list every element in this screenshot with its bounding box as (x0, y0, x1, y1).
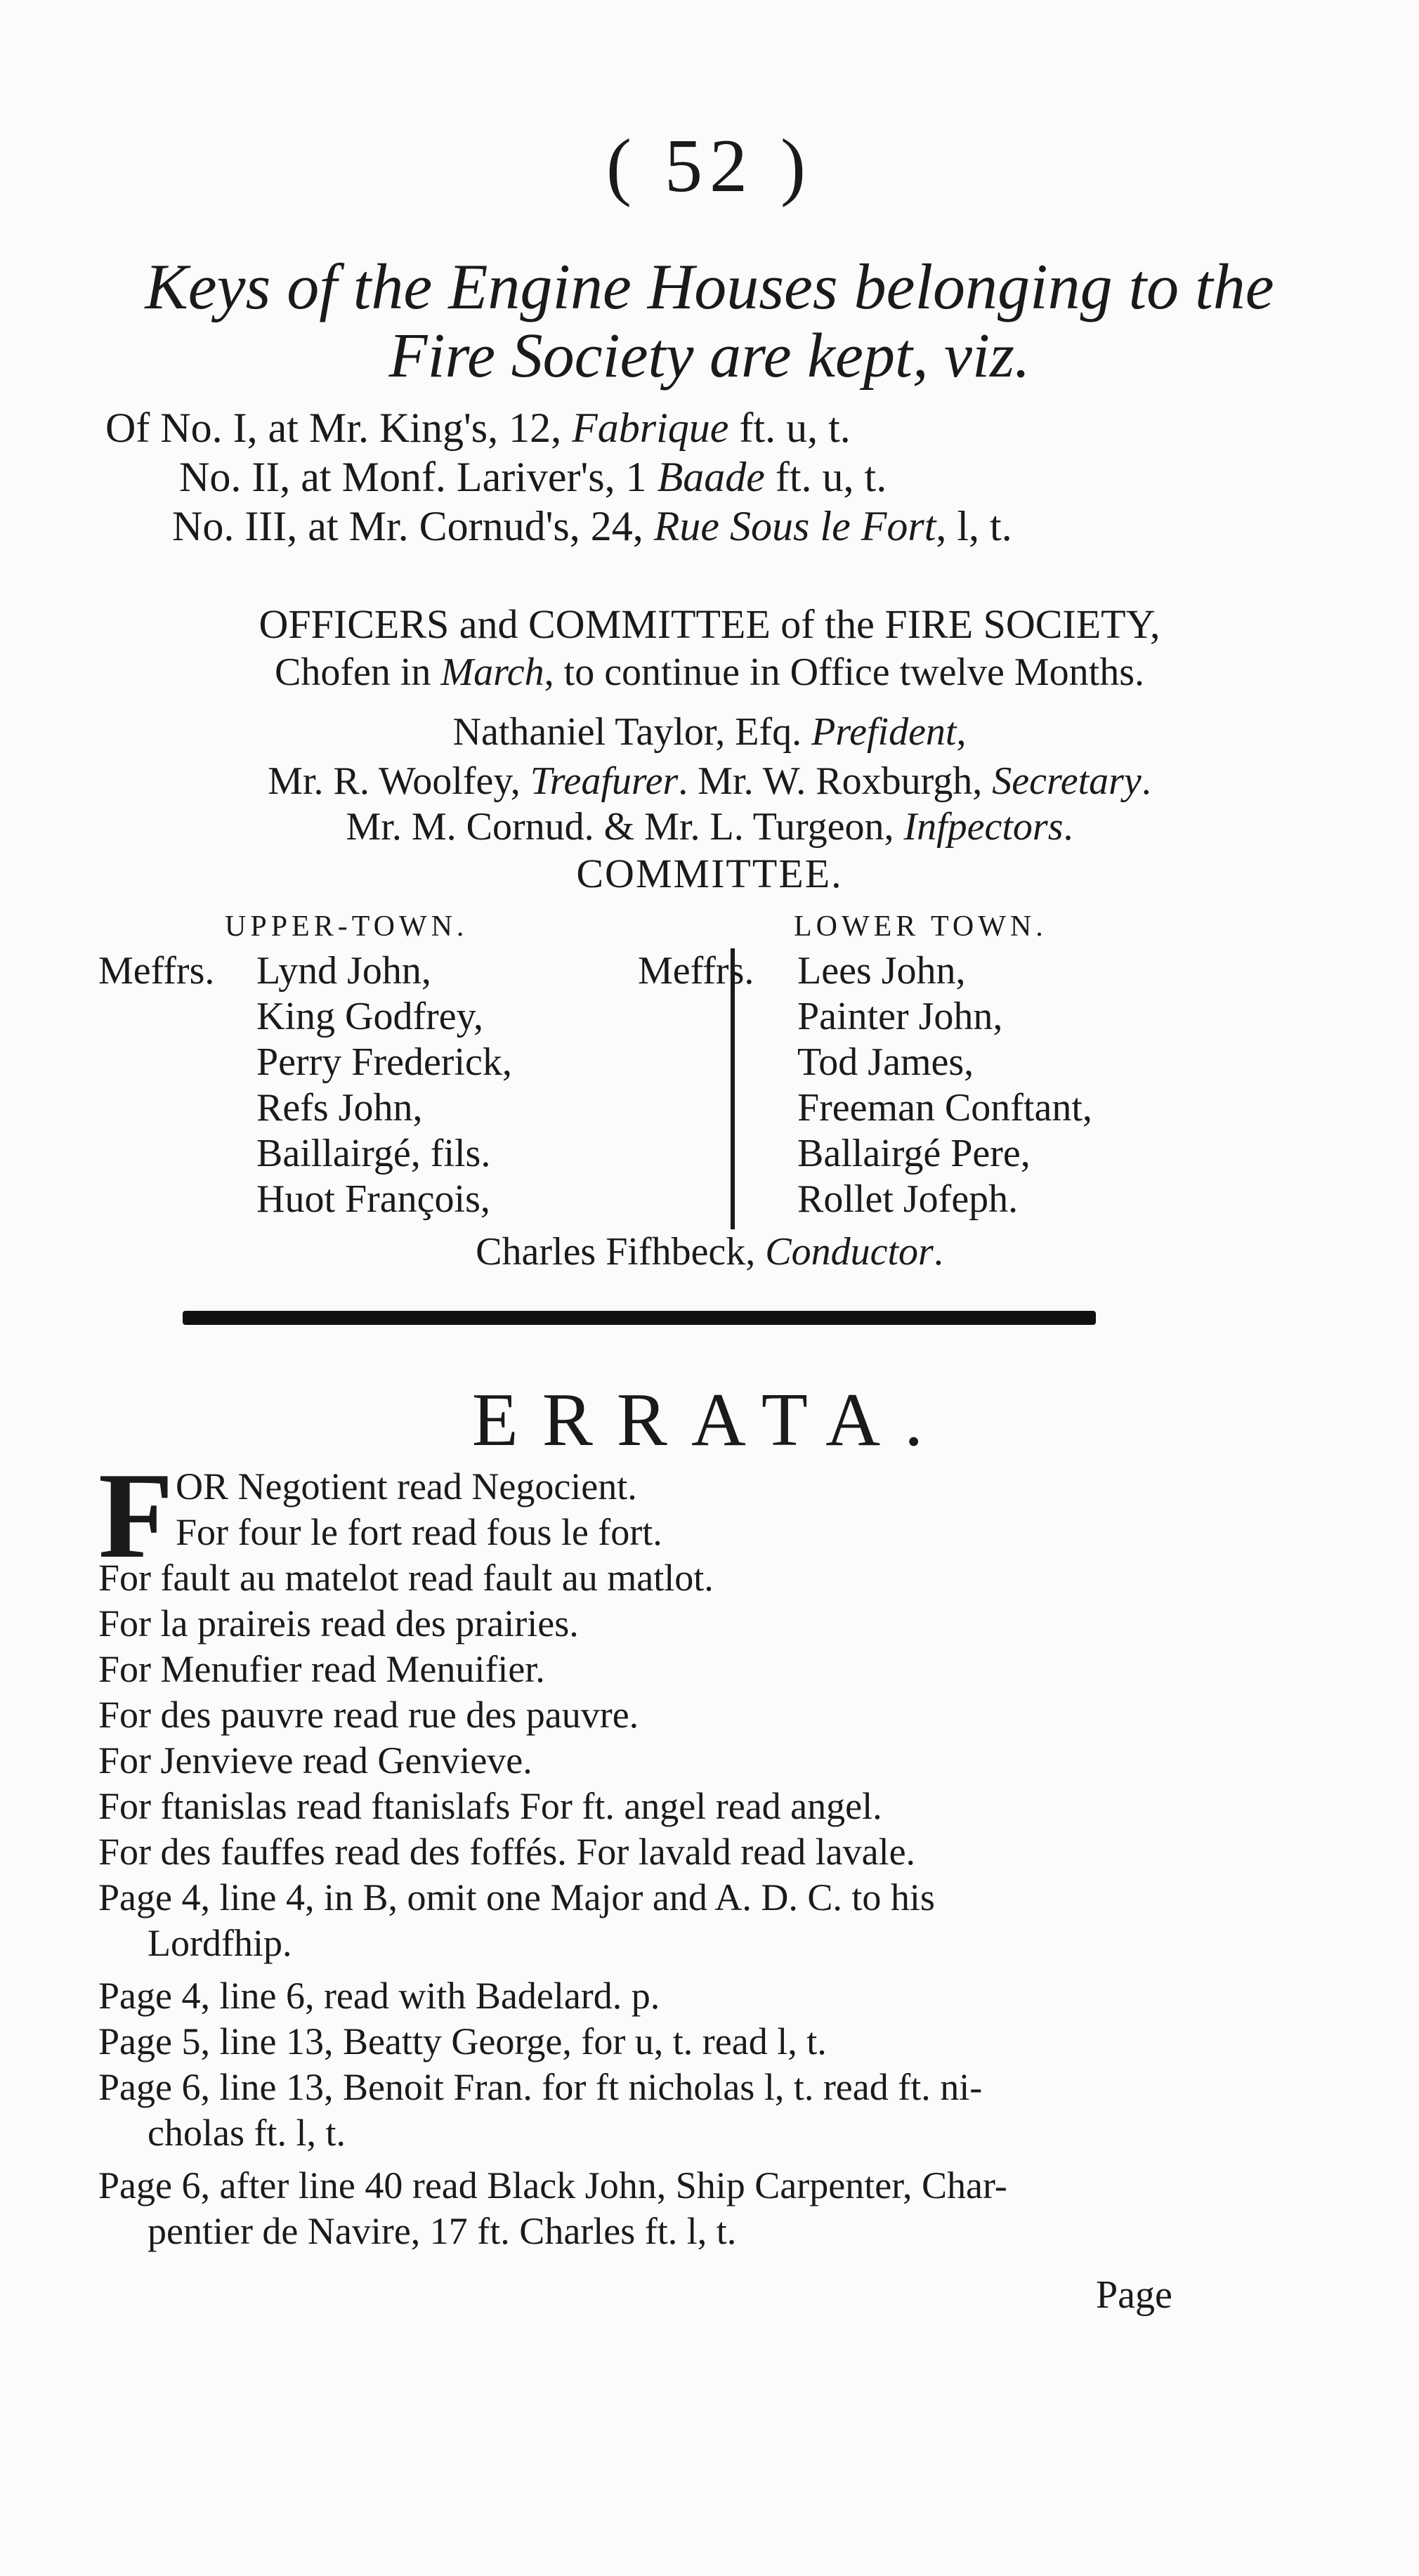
title-line-1: Keys of the Engine Houses belonging to the (145, 251, 1274, 322)
lower-member: Painter John, (797, 995, 1003, 1038)
lower-member: Tod James, (797, 1040, 974, 1084)
title-line-2: Fire Society are kept, viz. (388, 321, 1031, 391)
key-entry-2: No. II, at Monf. Lariver's, 1 Baade ft. u, t. (179, 454, 887, 500)
drop-cap: F (98, 1447, 174, 1583)
lower-member: Rollet Jofeph. (797, 1177, 1019, 1221)
upper-town-label: UPPER-TOWN. (225, 910, 469, 943)
erratum-line: OR Negotient read Negocient. (176, 1465, 637, 1508)
erratum-line: cholas ft. l, t. (148, 2112, 346, 2154)
catchword: Page (1096, 2273, 1172, 2317)
committee-heading: COMMITTEE. (576, 851, 843, 896)
president-line: Nathaniel Taylor, Efq. Prefident, (452, 710, 967, 754)
lower-member: Lees John, (797, 949, 966, 993)
officers-subheading: Chofen in March, to continue in Office twelve Months. (275, 650, 1144, 694)
erratum-line: pentier de Navire, 17 ft. Charles ft. l, t. (148, 2210, 737, 2252)
erratum-line: For Menufier read Menuifier. (98, 1648, 545, 1690)
erratum-line: For des fauffes read des foffés. For lavald read lavale. (98, 1831, 916, 1873)
upper-member: Refs John, (256, 1086, 423, 1130)
key-entry-3: No. III, at Mr. Cornud's, 24, Rue Sous le Fort, l, t. (172, 503, 1012, 549)
decorative-rule (183, 1311, 1096, 1325)
upper-messrs: Meffrs. (98, 949, 215, 993)
lower-town-label: LOWER TOWN. (794, 910, 1047, 943)
erratum-line: For des pauvre read rue des pauvre. (98, 1694, 639, 1736)
upper-member: Baillairgé, fils. (256, 1132, 491, 1175)
erratum-line: For Jenvieve read Genvieve. (98, 1739, 532, 1781)
erratum-line: Page 6, line 13, Benoit Fran. for ft nicholas l, t. read ft. ni- (98, 2066, 983, 2108)
key-entry-1: Of No. I, at Mr. King's, 12, Fabrique ft. u, t. (105, 405, 851, 451)
lower-member: Freeman Conftant, (797, 1086, 1092, 1130)
erratum-line: For fault au matelot read fault au matlot. (98, 1557, 714, 1599)
lower-member: Ballairgé Pere, (797, 1132, 1031, 1175)
errata-title: ERRATA. (471, 1378, 948, 1462)
conductor-line: Charles Fifhbeck, Conductor. (476, 1230, 943, 1274)
inspectors-line: Mr. M. Cornud. & Mr. L. Turgeon, Infpectors. (346, 805, 1073, 849)
lower-messrs: Meffrs. (638, 949, 754, 993)
erratum-line: Page 4, line 4, in B, omit one Major and A. D. C. to his (98, 1876, 935, 1918)
upper-member: Huot François, (256, 1177, 490, 1221)
erratum-line: For la praireis read des prairies. (98, 1602, 579, 1645)
erratum-line: Lordfhip. (148, 1922, 292, 1964)
officers-heading: OFFICERS and COMMITTEE of the FIRE SOCIETY, (259, 601, 1160, 647)
erratum-line: Page 4, line 6, read with Badelard. p. (98, 1975, 660, 2017)
upper-member: Perry Frederick, (256, 1040, 512, 1084)
page-number: ( 52 ) (606, 124, 813, 208)
treasurer-secretary-line: Mr. R. Woolfey, Treafurer. Mr. W. Roxburgh, Secretary. (268, 759, 1151, 803)
erratum-line: Page 6, after line 40 read Black John, Ship Carpenter, Char- (98, 2164, 1007, 2206)
erratum-line: For four le fort read fous le fort. (176, 1511, 662, 1553)
upper-member: Lynd John, (256, 949, 431, 993)
erratum-line: For ftanislas read ftanislafs For ft. angel read angel. (98, 1785, 882, 1827)
upper-member: King Godfrey, (256, 995, 483, 1038)
erratum-line: Page 5, line 13, Beatty George, for u, t. read l, t. (98, 2020, 827, 2062)
